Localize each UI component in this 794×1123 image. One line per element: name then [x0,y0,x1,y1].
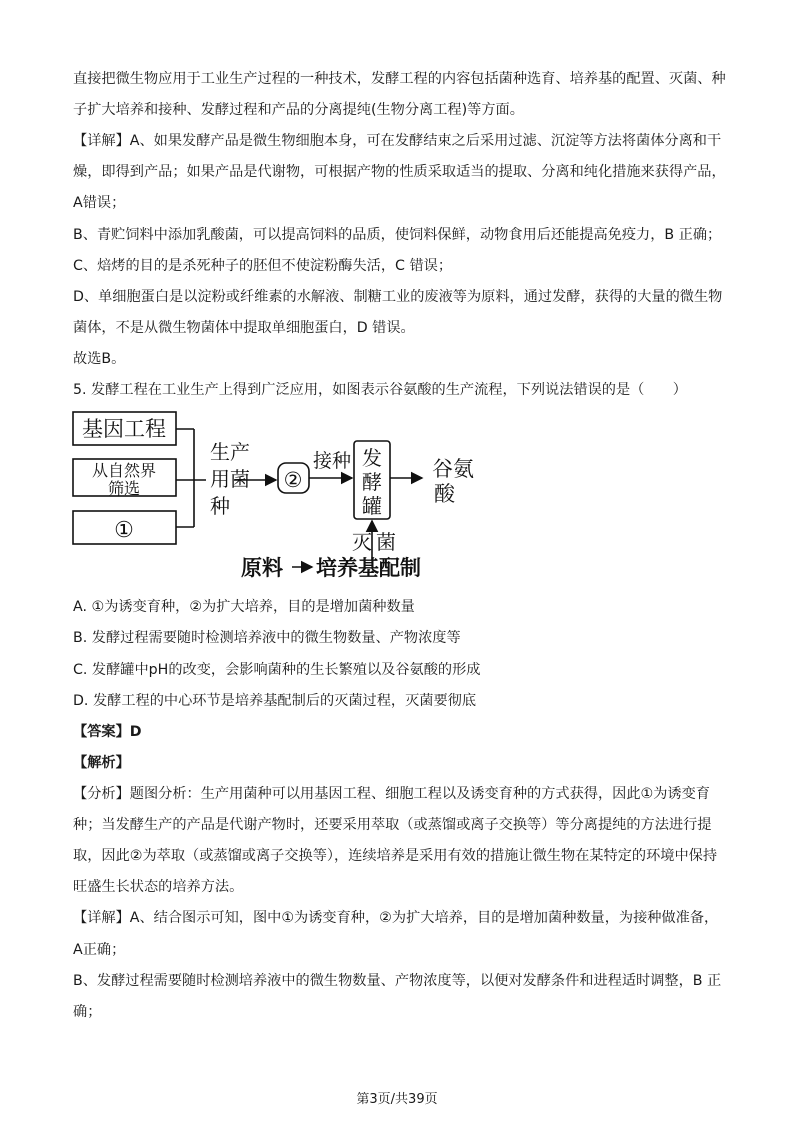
text-line: 【详解】A、结合图示可知，图中①为诱变育种，②为扩大培养，目的是增加菌种数量，为接种做准备， [73,910,719,926]
text-line: 燥，即得到产品；如果产品是代谢物，可根据产物的性质采取适当的提取、分离和纯化措施来获得产品， [73,164,726,180]
label-product-1: 谷氨 [432,457,474,481]
text-line: 菌体，不是从微生物菌体中提取单细胞蛋白，D 错误。 [73,320,415,336]
text-line: A错误； [73,195,126,211]
text-line: 子扩大培养和接种、发酵过程和产品的分离提纯(生物分离工程)等方面。 [73,102,524,118]
text-line: 【详解】A、如果发酵产品是微生物细胞本身，可在发酵结束之后采用过滤、沉淀等方法将菌体分离和干 [73,133,722,149]
label-ferment-3: 罐 [362,494,382,518]
text-line: 种；当发酵生产的产品是代谢产物时，还要采用萃取（或蒸馏或离子交换等）等分离提纯的方法进行提 [73,817,712,833]
label-medium-prep: 培养基配制 [316,555,421,580]
text-line: 旺盛生长状态的培养方法。 [73,879,244,895]
label-production-3: 种 [210,494,230,518]
text-line: C、焙烤的目的是杀死种子的胚但不使淀粉酶失活，C 错误； [73,258,453,274]
text-line: B、青贮饲料中添加乳酸菌，可以提高饲料的品质，使饲料保鲜，动物食用后还能提高免疫力，B 正确； [73,227,722,243]
label-sterilize-1: 灭 [352,530,372,554]
answer: 【答案】D [73,724,142,740]
page-number: 第3页/共39页 [356,1092,438,1107]
label-circle-2: ② [283,468,303,492]
label-production-1: 生产 [210,440,250,464]
label-production-2: 用菌 [210,467,250,491]
label-nature-1: 从自然界 [91,461,157,480]
text-line: 取，因此②为萃取（或蒸馏或离子交换等），连续培养是采用有效的措施让微生物在某特定的环境中保持 [73,848,718,864]
option-a: A. ①为诱变育种，②为扩大培养，目的是增加菌种数量 [73,599,415,615]
option-b: B. 发酵过程需要随时检测培养液中的微生物数量、产物浓度等 [73,630,461,646]
text-line: B、发酵过程需要随时检测培养液中的微生物数量、产物浓度等，以便对发酵条件和进程适时调整，B 正 [73,973,722,989]
flow-diagram [70,407,490,582]
label-ferment-2: 酵 [362,470,382,494]
text-line: 直接把微生物应用于工业生产过程的一种技术，发酵工程的内容包括菌种选育、培养基的配置、灭菌、种 [73,71,726,87]
analysis-title: 【解析】 [73,755,130,771]
label-gene-engineering: 基因工程 [82,417,166,441]
label-inoculate: 接种 [313,450,352,472]
question-stem: 5. 发酵工程在工业生产上得到广泛应用，如图表示谷氨酸的生产流程，下列说法错误的是（ ） [73,382,687,398]
option-d: D. 发酵工程的中心环节是培养基配制后的灭菌过程，灭菌要彻底 [73,693,477,709]
label-raw-material: 原料 [241,555,283,580]
label-product-2: 酸 [434,482,455,506]
label-circle-1: ① [114,518,134,543]
option-c: C. 发酵罐中pH的改变，会影响菌种的生长繁殖以及谷氨酸的形成 [73,662,481,678]
text-line: A正确； [73,942,126,958]
text-line: 确； [73,1004,102,1020]
label-sterilize-2: 菌 [376,530,396,554]
text-line: 故选B。 [73,351,126,367]
text-line: 【分析】题图分析：生产用菌种可以用基因工程、细胞工程以及诱变育种的方式获得，因此①为诱变育 [73,786,710,802]
label-ferment-1: 发 [362,446,382,470]
text-line: D、单细胞蛋白是以淀粉或纤维素的水解液、制糖工业的废液等为原料，通过发酵，获得的大量的微生物 [73,289,723,305]
label-nature-2: 筛选 [107,479,141,498]
